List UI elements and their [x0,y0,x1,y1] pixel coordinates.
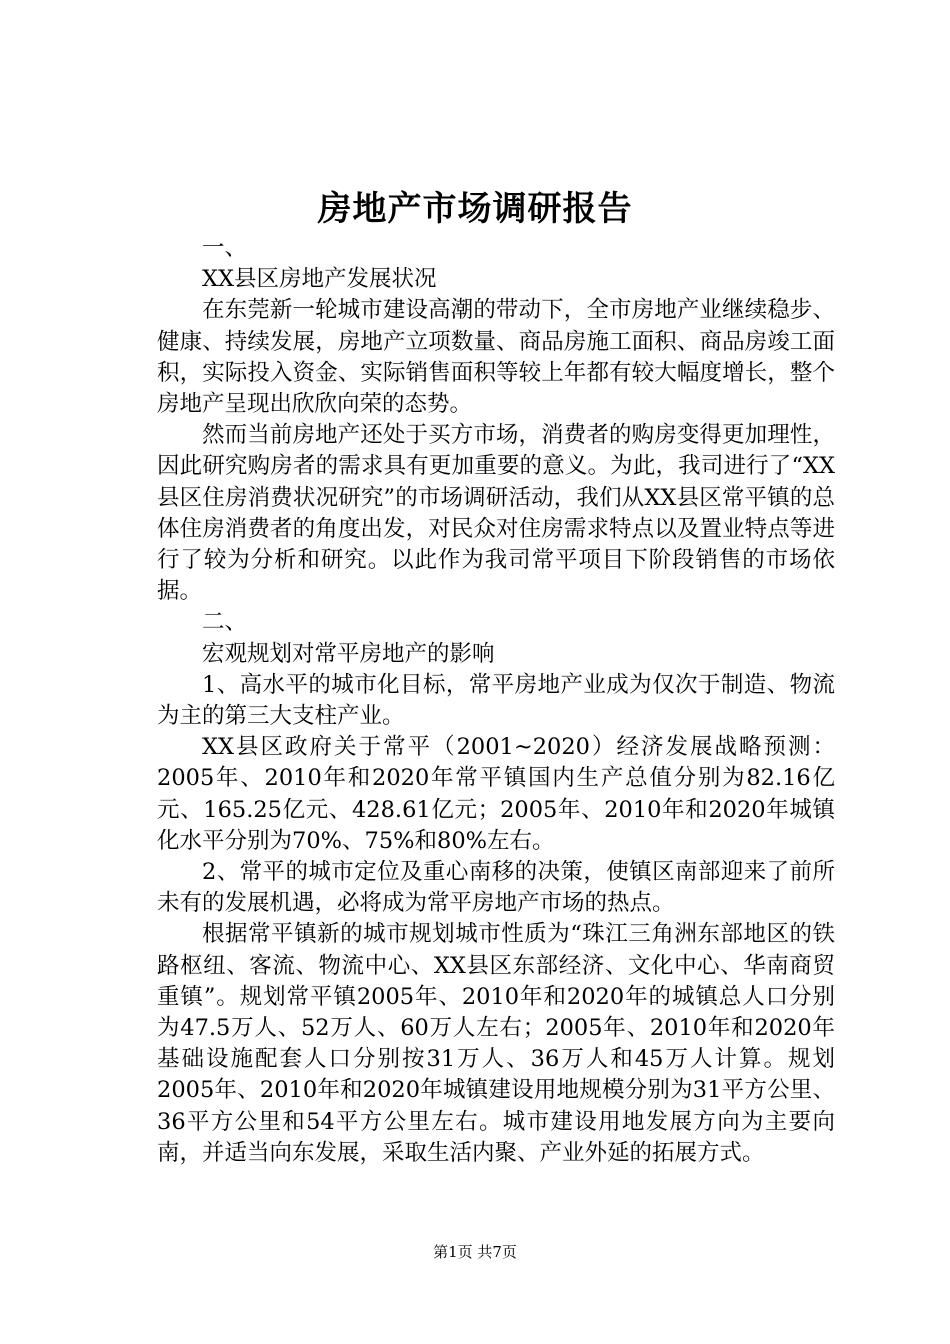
section-heading-2: 宏观规划对常平房地产的影响 [202,640,495,667]
section-heading-1: XX县区房地产发展状况 [202,266,437,293]
body-paragraph: 在东莞新一轮城市建设高潮的带动下，全市房地产业继续稳步、健康、持续发展，房地产立项数量、商品房施工面积、商品房竣工面积，实际投入资金、实际销售面积等较上年都有较大幅度增长，整个房地产呈现出欣欣向荣的态势。 [157,297,835,418]
section-number-2: 二、 [202,609,248,636]
body-paragraph: 然而当前房地产还处于买方市场，消费者的购房变得更加理性，因此研究购房者的需求具有更加重要的意义。为此，我司进行了“XX县区住房消费状况研究”的市场调研活动，我们从XX县区常平镇的总体住房消费者的角度出发，对民众对住房需求特点以及置业特点等进行了较为分析和研究。以此作为我司常平项目下阶段销售的市场依据。 [157,422,835,605]
page-footer: 第1页 共7页 [433,1243,517,1261]
body-paragraph: 1、高水平的城市化目标，常平房地产业成为仅次于制造、物流为主的第三大支柱产业。 [157,671,835,730]
section-number-1: 一、 [202,235,248,261]
body-paragraph: 2、常平的城市定位及重心南移的决策，使镇区南部迎来了前所未有的发展机遇，必将成为常平房地产市场的热点。 [157,859,835,917]
body-paragraph: 根据常平镇新的城市规划城市性质为“珠江三角洲东部地区的铁路枢纽、客流、物流中心、XX县区东部经济、文化中心、华南商贸重镇”。规划常平镇2005年、2010年和2020年的城镇总人口分别为47.5万人、52万人、60万人左右；2005年、2010年和2020年基础设施配套人口分别按31万人、36万人和45万人计算。规划2005年、2010年和2020年城镇建设用地规模分别为31平方公里、36平方公里和54平方公里左右。城市建设用地发展方向为主要向南，并适当向东发展，采取生活内聚、产业外延的拓展方式。 [157,921,835,1166]
document-body [157,233,835,1169]
body-paragraph: XX县区政府关于常平（2001~2020）经济发展战略预测：2005年、2010年和2020年常平镇国内生产总值分别为82.16亿元、165.25亿元、428.61亿元；2005年、2010年和2020年城镇化水平分别为70%、75%和80%左右。 [157,734,835,854]
document-title: 房地产市场调研报告 [317,189,633,229]
